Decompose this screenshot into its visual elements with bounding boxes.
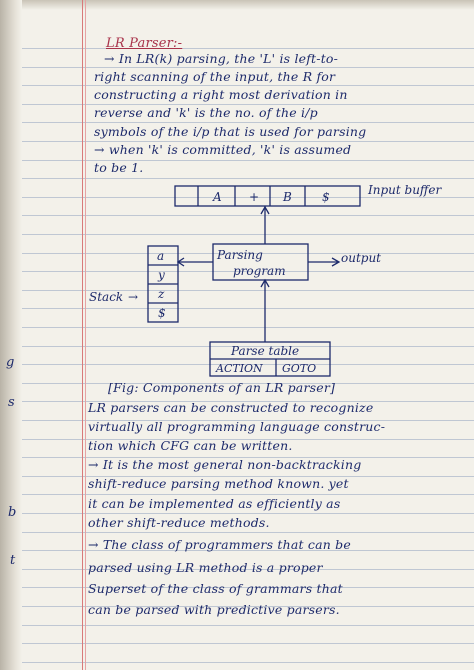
stack-cell: $ <box>158 306 166 320</box>
input-cell: + <box>249 190 260 204</box>
text-line: tion which CFG can be written. <box>88 438 293 453</box>
text-line: can be parsed with predictive parsers. <box>88 602 340 617</box>
text-line: → In LR(k) parsing, the 'L' is left-to- <box>104 51 339 66</box>
output-label: output <box>341 251 382 265</box>
text-line: to be 1. <box>94 160 144 175</box>
input-buffer-label: Input buffer <box>368 183 442 197</box>
input-cell: A <box>213 190 222 204</box>
stack-arrow: → <box>128 290 139 304</box>
input-cell: $ <box>322 190 330 204</box>
program-label-line1: Parsing <box>217 248 263 262</box>
input-buffer-box <box>175 186 360 206</box>
margin-mark: t <box>10 553 16 568</box>
text-line: symbols of the i/p that is used for parsing <box>94 124 367 139</box>
text-line: LR parsers can be constructed to recognize <box>88 400 374 415</box>
text-line: Superset of the class of grammars that <box>88 581 343 596</box>
parse-table-action: ACTION <box>216 362 263 375</box>
stack-cell: z <box>158 287 165 301</box>
text-line: right scanning of the input, the R for <box>94 69 336 84</box>
figure-caption: [Fig: Components of an LR parser] <box>108 380 336 395</box>
margin-mark: s <box>8 395 15 410</box>
parse-table-goto: GOTO <box>282 362 317 375</box>
stack-cell: y <box>158 268 165 282</box>
text-line: constructing a right most derivation in <box>94 87 348 102</box>
text-line: → The class of programmers that can be <box>88 537 351 552</box>
text-line: other shift-reduce methods. <box>88 515 270 530</box>
stack-label: Stack <box>89 290 124 304</box>
program-label-line2: program <box>233 264 286 278</box>
text-line: reverse and 'k' is the no. of the i/p <box>94 105 318 120</box>
text-line: → when 'k' is committed, 'k' is assumed <box>94 142 352 157</box>
text-line: virtually all programming language construc- <box>88 419 386 434</box>
text-line: parsed using LR method is a proper <box>88 560 323 575</box>
parse-table-title: Parse table <box>231 344 300 358</box>
margin-mark: g <box>6 355 15 370</box>
text-line: → It is the most general non-backtracking <box>88 457 362 472</box>
page-title: LR Parser:- <box>106 36 183 51</box>
text-line: it can be implemented as efficiently as <box>88 496 341 511</box>
stack-cell: a <box>157 249 165 263</box>
margin-mark: b <box>8 505 17 520</box>
text-line: shift-reduce parsing method known. yet <box>88 476 349 491</box>
input-cell: B <box>283 190 292 204</box>
